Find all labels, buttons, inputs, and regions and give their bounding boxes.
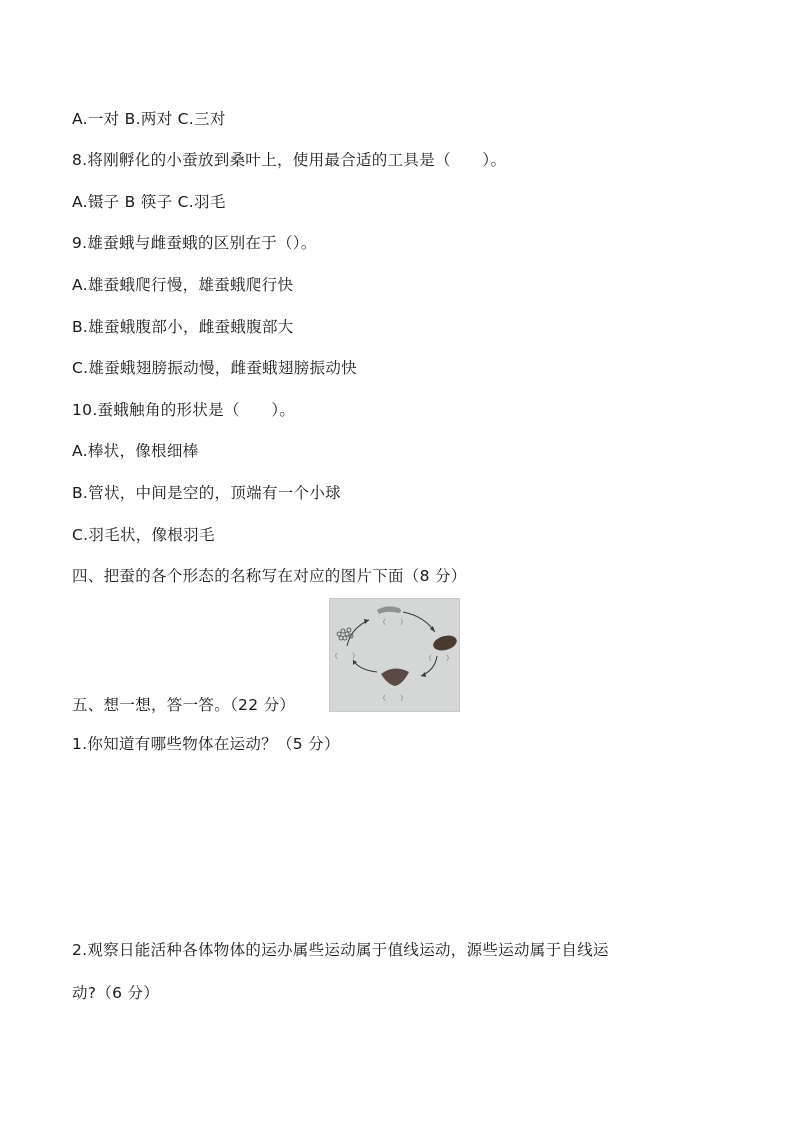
q8-options: A.镊子 B 筷子 C.羽毛 <box>72 193 226 211</box>
q9-option-a: A.雄蚕蛾爬行慢，雄蚕蛾爬行快 <box>72 276 294 294</box>
q10-option-c: C.羽毛状，像根羽毛 <box>72 526 215 544</box>
q10-question: 10.蚕蛾触角的形状是（ ）。 <box>72 401 296 419</box>
q7-options: A.一对 B.两对 C.三对 <box>72 110 226 128</box>
blank-moth: （ ） <box>379 694 407 702</box>
q2-question-line1: 2.观察日能活种各体物体的运办属些运动属于值线运动，源些运动属于自线运 <box>72 941 609 959</box>
blank-egg: （ ） <box>331 652 359 660</box>
blank-pupa: （ ） <box>425 654 453 662</box>
life-cycle-icon <box>329 598 460 712</box>
section-5-heading: 五、想一想，答一答。（22 分） <box>72 696 296 714</box>
q9-option-c: C.雄蚕蛾翅膀振动慢，雌蚕蛾翅膀振动快 <box>72 359 357 377</box>
q10-option-a: A.棒状，像根细棒 <box>72 442 199 460</box>
section-4-heading: 四、把蚕的各个形态的名称写在对应的图片下面（8 分） <box>72 567 467 585</box>
silkworm-life-cycle-image <box>329 598 460 712</box>
q2-question-line2: 动?（6 分） <box>72 984 160 1002</box>
blank-larva: （ ） <box>379 618 407 626</box>
q1-question: 1.你知道有哪些物体在运动？（5 分） <box>72 735 340 753</box>
q9-option-b: B.雄蚕蛾腹部小，雌蚕蛾腹部大 <box>72 318 294 336</box>
q8-question: 8.将刚孵化的小蚕放到桑叶上，使用最合适的工具是（ ）。 <box>72 151 507 169</box>
q9-question: 9.雄蚕蛾与雌蚕蛾的区别在于（）。 <box>72 234 317 252</box>
q10-option-b: B.管状，中间是空的，顶端有一个小球 <box>72 484 341 502</box>
